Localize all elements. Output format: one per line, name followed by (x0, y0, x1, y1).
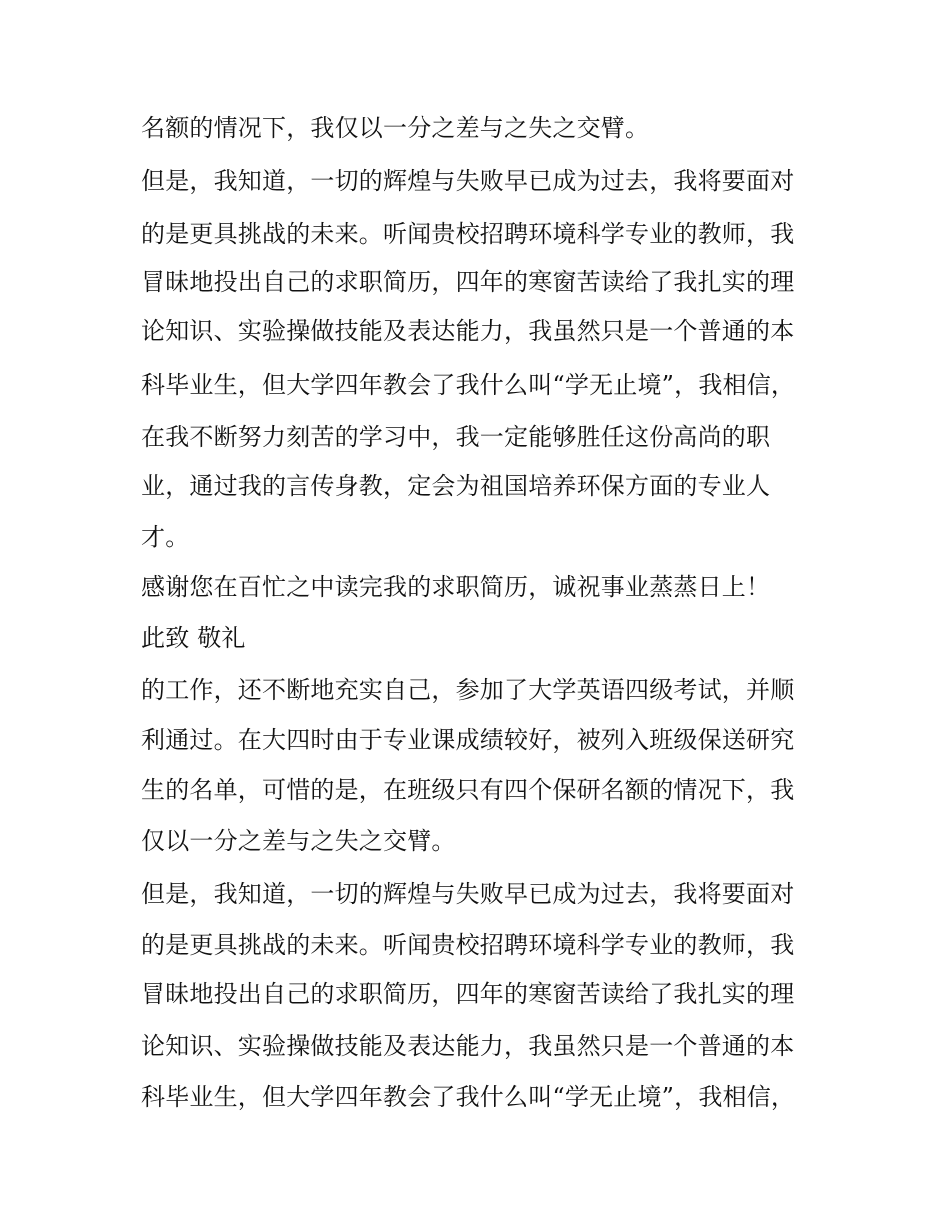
text-line: 名额的情况下，我仅以一分之差与之失之交臂。 (141, 114, 650, 142)
text-line: 的是更具挑战的未来。听闻贵校招聘环境科学专业的教师，我 (141, 220, 795, 248)
text-line: 生的名单，可惜的是，在班级只有四个保研名额的情况下，我 (141, 776, 795, 804)
text-line: 的是更具挑战的未来。听闻贵校招聘环境科学专业的教师，我 (141, 931, 795, 959)
text-line: 科毕业生，但大学四年教会了我什么叫“学无止境”，我相信， (141, 1083, 796, 1111)
text-line: 冒昧地投出自己的求职简历，四年的寒窗苦读给了我扎实的理 (141, 268, 795, 296)
text-line: 才。 (141, 523, 190, 551)
text-line: 业，通过我的言传身教，定会为祖国培养环保方面的专业人 (141, 472, 771, 500)
text-line: 仅以一分之差与之失之交臂。 (141, 827, 456, 855)
text-line: 的工作，还不断地充实自己，参加了大学英语四级考试，并顺 (141, 676, 795, 704)
text-line: 此致 敬礼 (141, 624, 246, 652)
text-line: 论知识、实验操做技能及表达能力，我虽然只是一个普通的本 (141, 317, 795, 345)
text-line: 但是，我知道，一切的辉煌与失败早已成为过去，我将要面对 (141, 880, 795, 908)
text-line: 在我不断努力刻苦的学习中，我一定能够胜任这份高尚的职 (141, 423, 771, 451)
text-line: 但是，我知道，一切的辉煌与失败早已成为过去，我将要面对 (141, 167, 795, 195)
text-line: 科毕业生，但大学四年教会了我什么叫“学无止境”，我相信， (141, 371, 796, 399)
text-line: 冒昧地投出自己的求职简历，四年的寒窗苦读给了我扎实的理 (141, 980, 795, 1008)
text-line: 利通过。在大四时由于专业课成绩较好，被列入班级保送研究 (141, 726, 795, 754)
text-line: 感谢您在百忙之中读完我的求职简历，诚祝事业蒸蒸日上！ (141, 573, 771, 601)
text-line: 论知识、实验操做技能及表达能力，我虽然只是一个普通的本 (141, 1032, 795, 1060)
